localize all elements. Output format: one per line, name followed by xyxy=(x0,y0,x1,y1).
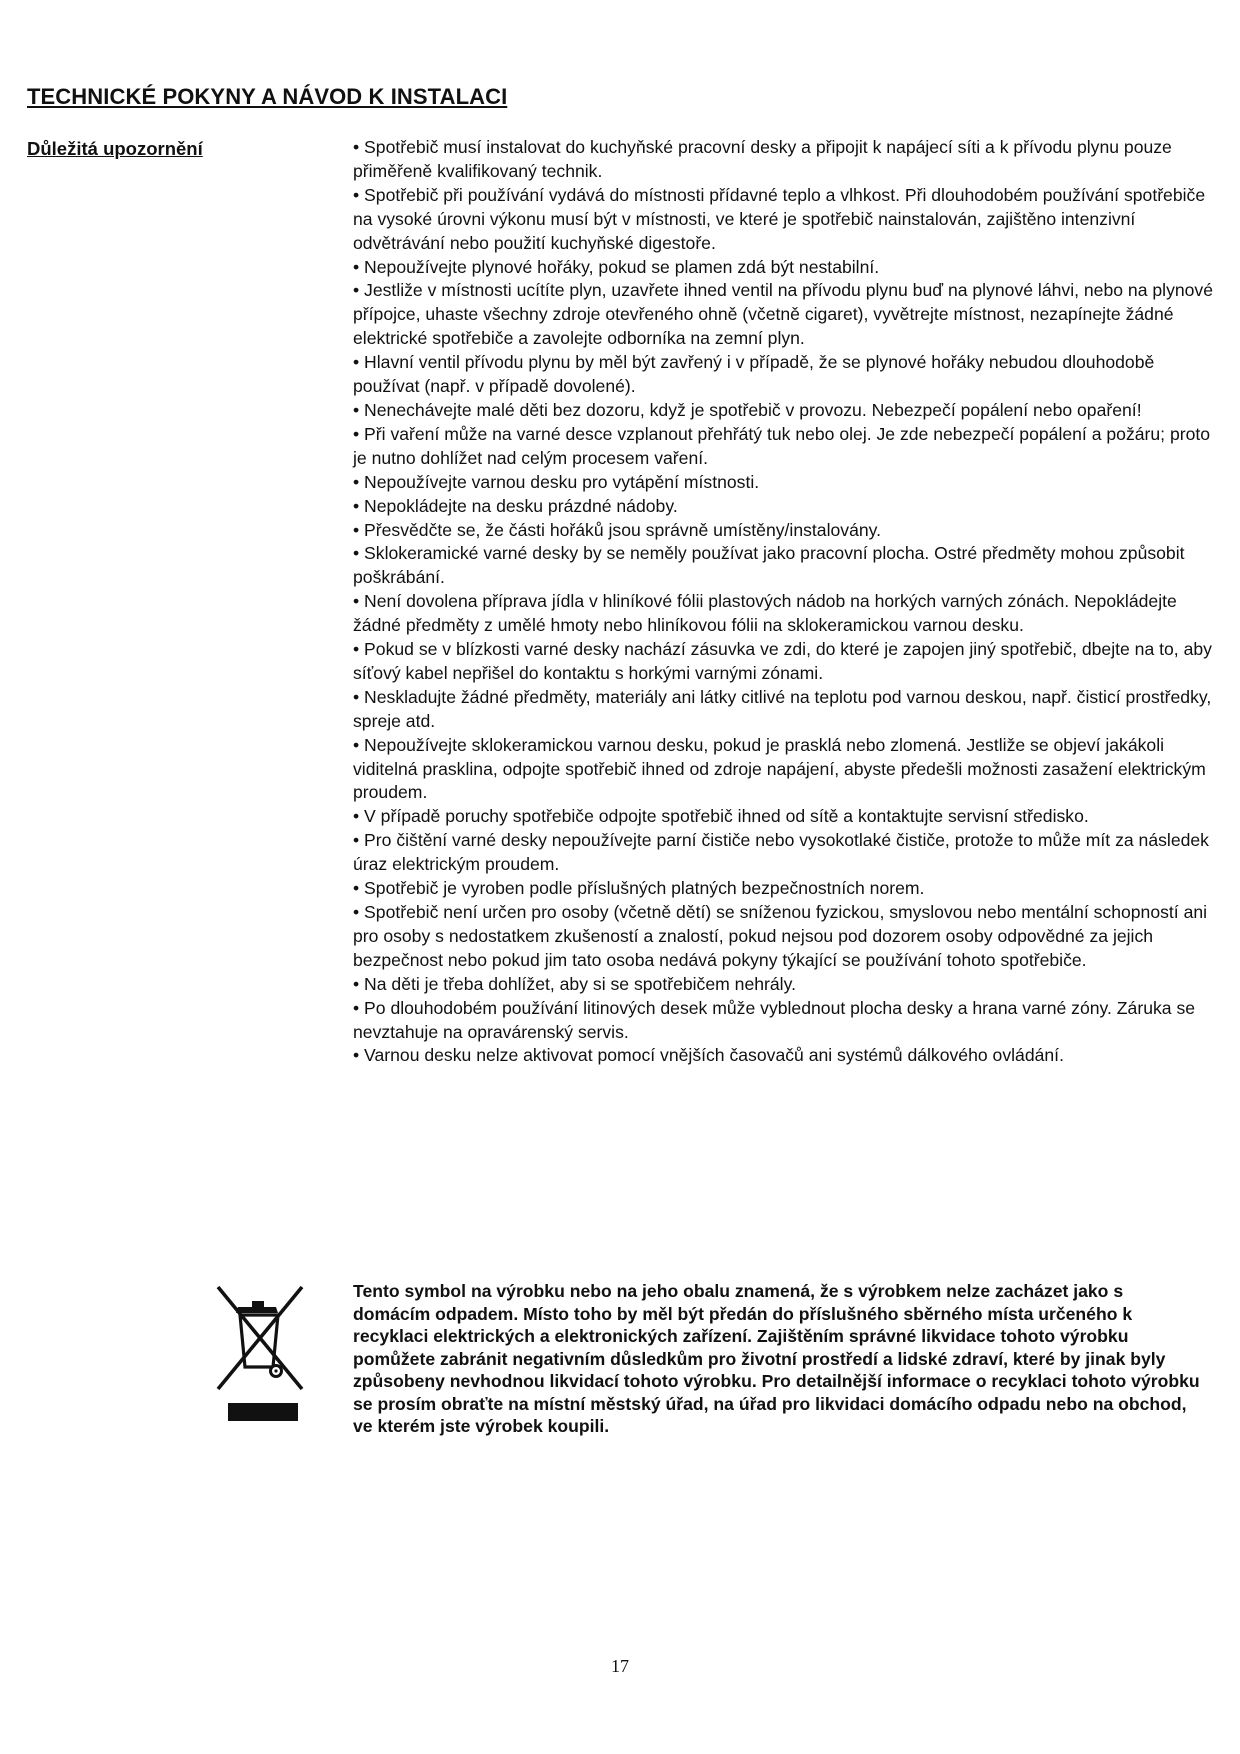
page-number: 17 xyxy=(611,1656,629,1676)
page-title: TECHNICKÉ POKYNY A NÁVOD K INSTALACI xyxy=(27,84,508,109)
warning-item: • Pokud se v blízkosti varné desky nachází zásuvka ve zdi, do které je zapojen jiný spotřebič, dbejte na to, aby síťový kabel nepřišel do kontaktu s horkými varnými zónami. xyxy=(353,639,1212,683)
warning-item: • Pro čištění varné desky nepoužívejte parní čističe nebo vysokotlaké čističe, protože to může mít za následek úraz elektrickým proudem. xyxy=(353,830,1209,875)
crossed-out-wheelie-bin-icon xyxy=(216,1285,304,1425)
warning-item: • Není dovolena příprava jídla v hliníkové fólii plastových nádob na horkých varných zónách. Nepokládejte žádné předměty z umělé hmoty nebo hliníkovou fólii na sklokeramickou varnou desku. xyxy=(353,591,1177,636)
warning-item: • Spotřebič není určen pro osoby (včetně dětí) se sníženou fyzickou, smyslovou nebo mentální schopností ani pro osoby s nedostatkem zkušeností a znalostí, pokud nejsou pod dozorem osoby odpovědné za jejich bezpečnost nebo pokud jim tato osoba nedává pokyny týkající se používání tohoto spotřebiče. xyxy=(353,902,1208,970)
section-label: Důležitá upozornění xyxy=(27,138,203,159)
warning-item: • Po dlouhodobém používání litinových desek může vyblednout plocha desky a hrana varné zóny. Záruka se nevztahuje na opravárenský servis. xyxy=(353,997,1196,1042)
warning-item: • Nepoužívejte varnou desku pro vytápění místnosti. xyxy=(353,471,760,492)
warning-item: • Hlavní ventil přívodu plynu by měl být zavřený i v případě, že se plynové hořáky nebudou dlouhodobě používat (např. v případě dovolené). xyxy=(353,352,1155,397)
warning-item: • Nepokládejte na desku prázdné nádoby. xyxy=(353,495,678,516)
warning-item: • Přesvědčte se, že části hořáků jsou správně umístěny/instalovány. xyxy=(353,519,882,540)
weee-disposal-notice: Tento symbol na výrobku nebo na jeho obalu znamená, že s výrobkem nelze zacházet jako s domácím odpadem. Místo toho by měl být předán do příslušného sběrného místa určeného k recyklaci elektrických a elektronických zařízení. Zajištěním správné likvidace tohoto výrobku pomůžete zabránit negativním důsledkům pro životní prostředí a lidské zdraví, které by jinak byly způsobeny nevhodnou likvidací tohoto výrobku. Pro detailnější informace o recyklaci tohoto výrobku se prosím obraťte na místní městský úřad, na úřad pro likvidaci domácího odpadu nebo na obchod, ve kterém jste výrobek koupili. xyxy=(353,1281,1200,1436)
warning-item: • Při vaření může na varné desce vzplanout přehřátý tuk nebo olej. Je zde nebezpečí popálení a požáru; proto je nutno dohlížet nad celým procesem vaření. xyxy=(353,423,1211,468)
warning-item: • Nenechávejte malé děti bez dozoru, když je spotřebič v provozu. Nebezpečí popálení nebo opaření! xyxy=(353,399,1142,420)
warning-item: • Neskladujte žádné předměty, materiály ani látky citlivé na teplotu pod varnou deskou, např. čisticí prostředky, spreje atd. xyxy=(353,686,1212,731)
warning-item: • V případě poruchy spotřebiče odpojte spotřebič ihned od sítě a kontaktujte servisní středisko. xyxy=(353,806,1089,827)
warning-item: • Nepoužívejte sklokeramickou varnou desku, pokud je prasklá nebo zlomená. Jestliže se objeví jakákoli viditelná prasklina, odpojte spotřebič ihned od zdroje napájení, abyste předešli možnosti zasažení elektrickým proudem. xyxy=(353,734,1206,803)
warning-item: • Sklokeramické varné desky by se neměly používat jako pracovní plocha. Ostré předměty mohou způsobit poškrábání. xyxy=(353,543,1185,588)
warning-item: • Spotřebič při používání vydává do místnosti přídavné teplo a vlhkost. Při dlouhodobém používání spotřebiče na vysoké úrovni výkonu musí být v místnosti, ve které je spotřebič nainstalován, zajištěno intenzivní odvětrávání nebo použití kuchyňské digestoře. xyxy=(353,184,1206,253)
warning-item: • Na děti je třeba dohlížet, aby si se spotřebičem nehrály. xyxy=(353,973,796,994)
warning-item: • Varnou desku nelze aktivovat pomocí vnějších časovačů ani systémů dálkového ovládání. xyxy=(353,1045,1064,1066)
warnings-list xyxy=(353,136,1213,1068)
warning-item: • Spotřebič musí instalovat do kuchyňské pracovní desky a připojit k napájecí síti a k přívodu plynu pouze přiměřeně kvalifikovaný technik. xyxy=(353,137,1172,181)
warning-item: • Jestliže v místnosti ucítíte plyn, uzavřete ihned ventil na přívodu plynu buď na plynové láhvi, nebo na plynové přípojce, uhaste všechny zdroje otevřeného ohně (včetně cigaret), vyvětrejte místnost, nezapínejte žádné elektrické spotřebiče a zavolejte odborníka na zemní plyn. xyxy=(353,280,1214,349)
warning-item: • Nepoužívejte plynové hořáky, pokud se plamen zdá být nestabilní. xyxy=(353,256,880,277)
warning-item: • Spotřebič je vyroben podle příslušných platných bezpečnostních norem. xyxy=(353,878,925,899)
